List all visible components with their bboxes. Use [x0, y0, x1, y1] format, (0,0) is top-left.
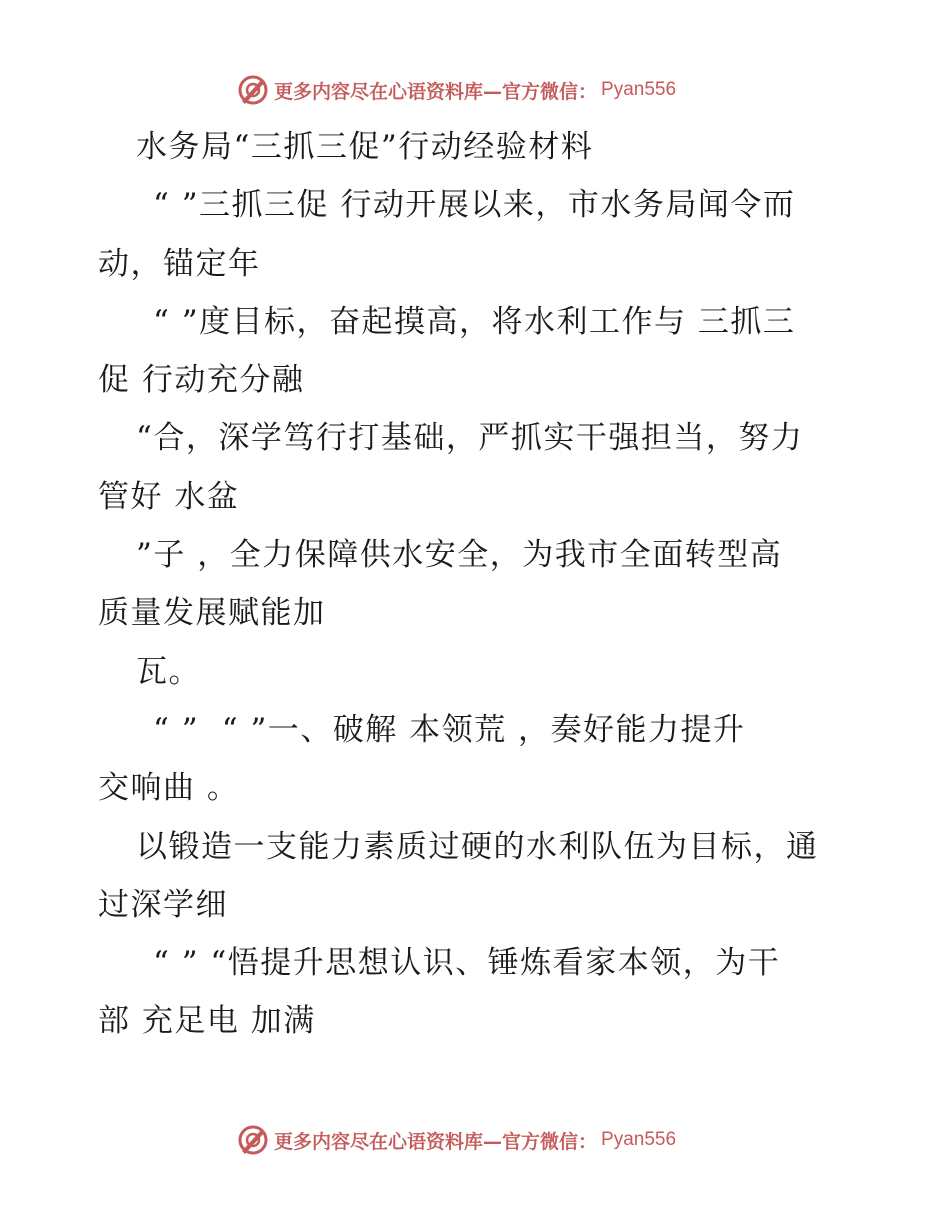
- header-banner: [236, 70, 676, 110]
- document-title: 水务局“三抓三促”行动经验材料: [136, 129, 594, 165]
- section-heading: 交响曲 。: [98, 770, 240, 807]
- logo-icon: [236, 1123, 270, 1157]
- body-line: “ ” “悟提升思想认识、锤炼看家本领，为干: [153, 945, 781, 982]
- document-body: [98, 118, 858, 1051]
- body-line: 管好 水盆: [98, 478, 240, 515]
- body-line: 动，锚定年: [98, 245, 261, 282]
- banner-text: 更多内容尽在心语资料库—官方微信：: [274, 1130, 598, 1153]
- banner-wechat-id: Pyan556: [601, 79, 677, 100]
- body-line: 促 行动充分融: [98, 362, 305, 399]
- body-line: “ ”度目标，奋起摸高，将水利工作与 三抓三: [153, 303, 796, 340]
- body-line: ”子 ，全力保障供水安全，为我市全面转型高: [136, 537, 783, 574]
- section-heading: “ ” “ ”一、破解 本领荒 ，奏好能力提升: [153, 711, 746, 748]
- body-line: 部 充足电 加满: [98, 1003, 316, 1040]
- body-line: 瓦。: [136, 653, 201, 690]
- body-line: “ ”三抓三促 行动开展以来，市水务局闻令而: [153, 187, 796, 224]
- body-line: 质量发展赋能加: [98, 595, 326, 632]
- body-line: 以锻造一支能力素质过硬的水利队伍为目标，通: [136, 828, 819, 865]
- footer-banner: [236, 1120, 676, 1160]
- body-line: 过深学细: [98, 886, 228, 923]
- banner-wechat-id: Pyan556: [601, 1129, 677, 1150]
- banner-text: 更多内容尽在心语资料库—官方微信：: [274, 80, 598, 103]
- logo-icon: [236, 73, 270, 107]
- body-line: “合，深学笃行打基础，严抓实干强担当，努力: [136, 420, 804, 457]
